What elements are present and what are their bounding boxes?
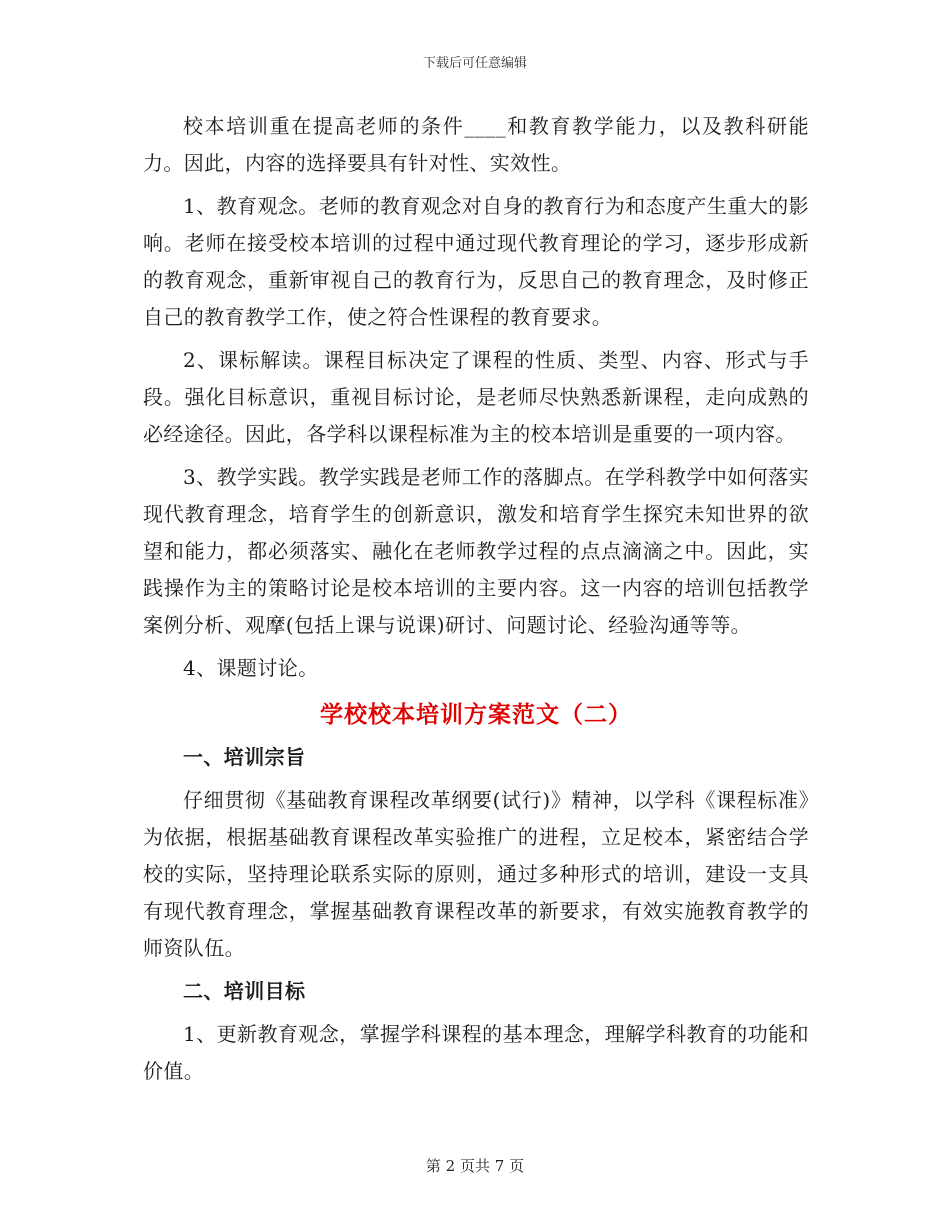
paragraph-item-4: 4、课题讨论。: [183, 656, 319, 680]
document-body: [143, 108, 809, 1096]
paragraph-item-2: 2、课标解读。课程目标决定了课程的性质、类型、内容、形式与手段。强化目标意识，重视目标讨论，是老师尽快熟悉新课程，走向成熟的必经途径。因此，各学科以课程标准为主的校本培训是重要的一项内容。: [143, 348, 809, 446]
heading-purpose: 一、培训宗旨: [183, 745, 306, 769]
section-title: 学校校本培训方案范文（二）: [320, 701, 632, 728]
paragraph-goal-1: 1、更新教育观念，掌握学科课程的基本理念，理解学科教育的功能和价值。: [143, 1022, 809, 1083]
paragraph-item-3: 3、教学实践。教学实践是老师工作的落脚点。在学科教学中如何落实现代教育理念，培育学生的创新意识，激发和培育学生探究未知世界的欲望和能力，都必须落实、融化在老师教学过程的点点滴滴之中。因此，实践操作为主的策略讨论是校本培训的主要内容。这一内容的培训包括教学案例分析、观摩(包括上课与说课)研讨、问题讨论、经验沟通等等。: [143, 465, 809, 637]
page-footer: 第 2 页共 7 页: [425, 1157, 525, 1175]
paragraph-item-1: 1、教育观念。老师的教育观念对自身的教育行为和态度产生重大的影响。老师在接受校本培训的过程中通过现代教育理论的学习，逐步形成新的教育观念，重新审视自己的教育行为，反思自己的教育理念，及时修正自己的教育教学工作，使之符合性课程的教育要求。: [143, 194, 809, 329]
paragraph-purpose: 仔细贯彻《基础教育课程改革纲要(试行)》精神，以学科《课程标准》为依据，根据基础教育课程改革实验推广的进程，立足校本，紧密结合学校的实际，坚持理论联系实际的原则，通过多种形式的培训，建设一支具有现代教育理念，掌握基础教育课程改革的新要求，有效实施教育教学的师资队伍。: [143, 788, 809, 960]
heading-goals: 二、培训目标: [183, 979, 306, 1003]
paragraph-intro: 校本培训重在提高老师的条件____和教育教学能力，以及教科研能力。因此，内容的选择要具有针对性、实效性。: [143, 114, 809, 175]
page-header: 下载后可任意编辑: [422, 56, 527, 71]
